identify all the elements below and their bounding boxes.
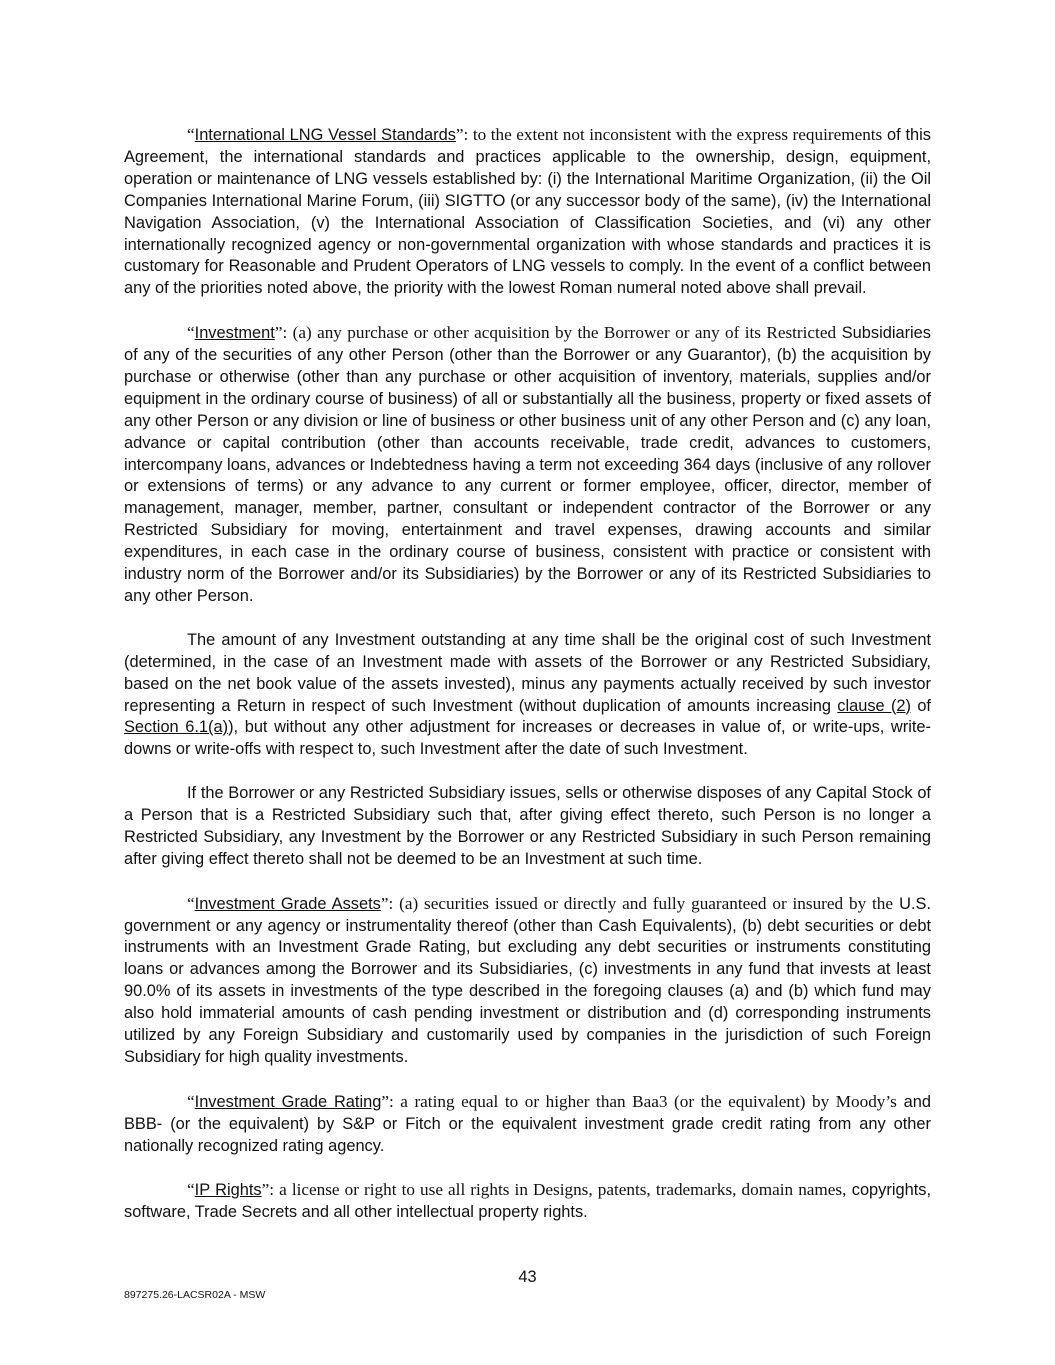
close-quote: ”: [274, 323, 288, 343]
paragraph-text: The amount of any Investment outstanding at any time shall be the original cost of such Investment (determined, in the case of an Investment made with assets of the Borrower or any Restricted Subsidiary, based on the net book value of the assets invested), minus any payments actually received by such investor representing a Return in respect of such Investment (without duplication of amounts increasing [124, 630, 931, 715]
close-quote: ”: [261, 1180, 275, 1200]
definition-body: and BBB- (or the equivalent) by S&P or Fitch or the equivalent investment grade credit rating from any other nationally recognized rating agency. [124, 1092, 931, 1155]
section-reference-link[interactable]: Section 6.1(a) [124, 718, 229, 737]
defined-term: International LNG Vessel Standards [194, 126, 456, 144]
page-number: 43 [518, 1268, 537, 1286]
definition-body: copyrights, software, Trade Secrets and all other intellectual property rights. [124, 1181, 932, 1222]
definition-body: of this Agreement, the international standards and practices applicable to the ownership, design, equipment, operation or maintenance of LNG vessels established by: (i) the International Maritime Organization, (ii) the Oil Companies International Marine Forum, (iii) SIGTTO (or any successor body of the same), (iv) the International Navigation Association, (v) the International Association of Classification Societies, and (vi) any other internationally recognized agency or non-governmental organization with whose standards and practices it is customary for Reasonable and Prudent Operators of LNG vessels to comply. In the event of a conflict between any of the priorities noted above, the priority with the lowest Roman numeral noted above shall prevail. [124, 126, 931, 298]
definition-lead: a rating equal to or higher than Baa3 (or the equivalent) by Moody’s [393, 1091, 897, 1111]
open-quote: “ [187, 125, 195, 144]
investment-amount-paragraph [124, 630, 931, 761]
close-quote: ”: [380, 893, 394, 913]
definition-investment-grade-assets [124, 893, 931, 1069]
open-quote: “ [187, 893, 195, 913]
document-footer-id: 897275.26-LACSR02A - MSW [124, 1289, 266, 1301]
defined-term: Investment Grade Assets [194, 894, 381, 913]
definition-lead: (a) any purchase or other acquisition by the Borrower or any of its Restricted [287, 323, 837, 343]
open-quote: “ [187, 1180, 195, 1200]
definition-international-lng-vessel-standards [124, 124, 931, 300]
document-body [124, 124, 931, 1246]
defined-term: Investment [194, 324, 275, 343]
definition-investment [124, 322, 931, 608]
definition-lead: to the extent not inconsistent with the express requirements [468, 125, 883, 144]
paragraph-text: of [911, 696, 931, 715]
definition-body: U.S. government or any agency or instrumentality thereof (other than Cash Equivalents), (b) debt securities or debt instruments with an Investment Grade Rating, but excluding any debt securities or instruments constituting loans or advances among the Borrower and its Subsidiaries, (c) investments in any fund that invests at least 90.0% of its assets in investments of the type described in the foregoing clauses (a) and (b) which fund may also hold immaterial amounts of cash pending investment or distribution and (d) corresponding instruments utilized by any Foreign Subsidiary and customarily used by companies in the jurisdiction of such Foreign Subsidiary for high quality investments. [124, 894, 931, 1066]
open-quote: “ [187, 1091, 195, 1111]
definition-lead: a license or right to use all rights in Designs, patents, trademarks, domain names, [274, 1180, 847, 1200]
close-quote: ”: [455, 125, 469, 144]
definition-body: Subsidiaries of any of the securities of any other Person (other than the Borrower or any Guarantor), (b) the acquisition by purchase or otherwise (other than any purchase or other acquisition of inventory, materials, supplies and/or equipment in the ordinary course of business) of all or substantially all the business, property or fixed assets of any other Person or any division or line of business or other business unit of any other Person and (c) any loan, advance or capital contribution (other than accounts receivable, trade credit, advances to customers, intercompany loans, advances or Indebtedness having a term not exceeding 364 days (inclusive of any rollover or extensions of terms) or any advance to any current or former employee, officer, director, member of management, manager, member, partner, consultant or independent contractor of the Borrower or any Restricted Subsidiary for moving, entertainment and travel expenses, drawing accounts and similar expenditures, in each case in the ordinary course of business, consistent with practice or consistent with industry norm of the Borrower and/or its Subsidiaries) by the Borrower or any of its Restricted Subsidiaries to any other Person. [124, 324, 931, 606]
defined-term: Investment Grade Rating [194, 1092, 382, 1111]
definition-ip-rights [124, 1179, 931, 1224]
definition-investment-grade-rating [124, 1091, 931, 1158]
clause-reference-link[interactable]: clause (2) [837, 696, 912, 715]
defined-term: IP Rights [194, 1181, 262, 1200]
paragraph-text: ), but without any other adjustment for increases or decreases in value of, or write-ups, write-downs or write-offs with respect to, such Investment after the date of such Investment. [124, 718, 931, 759]
open-quote: “ [187, 323, 195, 343]
definition-lead: (a) securities issued or directly and fully guaranteed or insured by the [393, 893, 894, 913]
capital-stock-disposal-paragraph: If the Borrower or any Restricted Subsidiary issues, sells or otherwise disposes of any Capital Stock of a Person that is a Restricted Subsidiary such that, after giving effect thereto, such Person is no longer a Restricted Subsidiary, any Investment by the Borrower or any Restricted Subsidiary in such Person remaining after giving effect thereto shall not be deemed to be an Investment at such time. [124, 784, 931, 868]
close-quote: ”: [381, 1091, 394, 1111]
